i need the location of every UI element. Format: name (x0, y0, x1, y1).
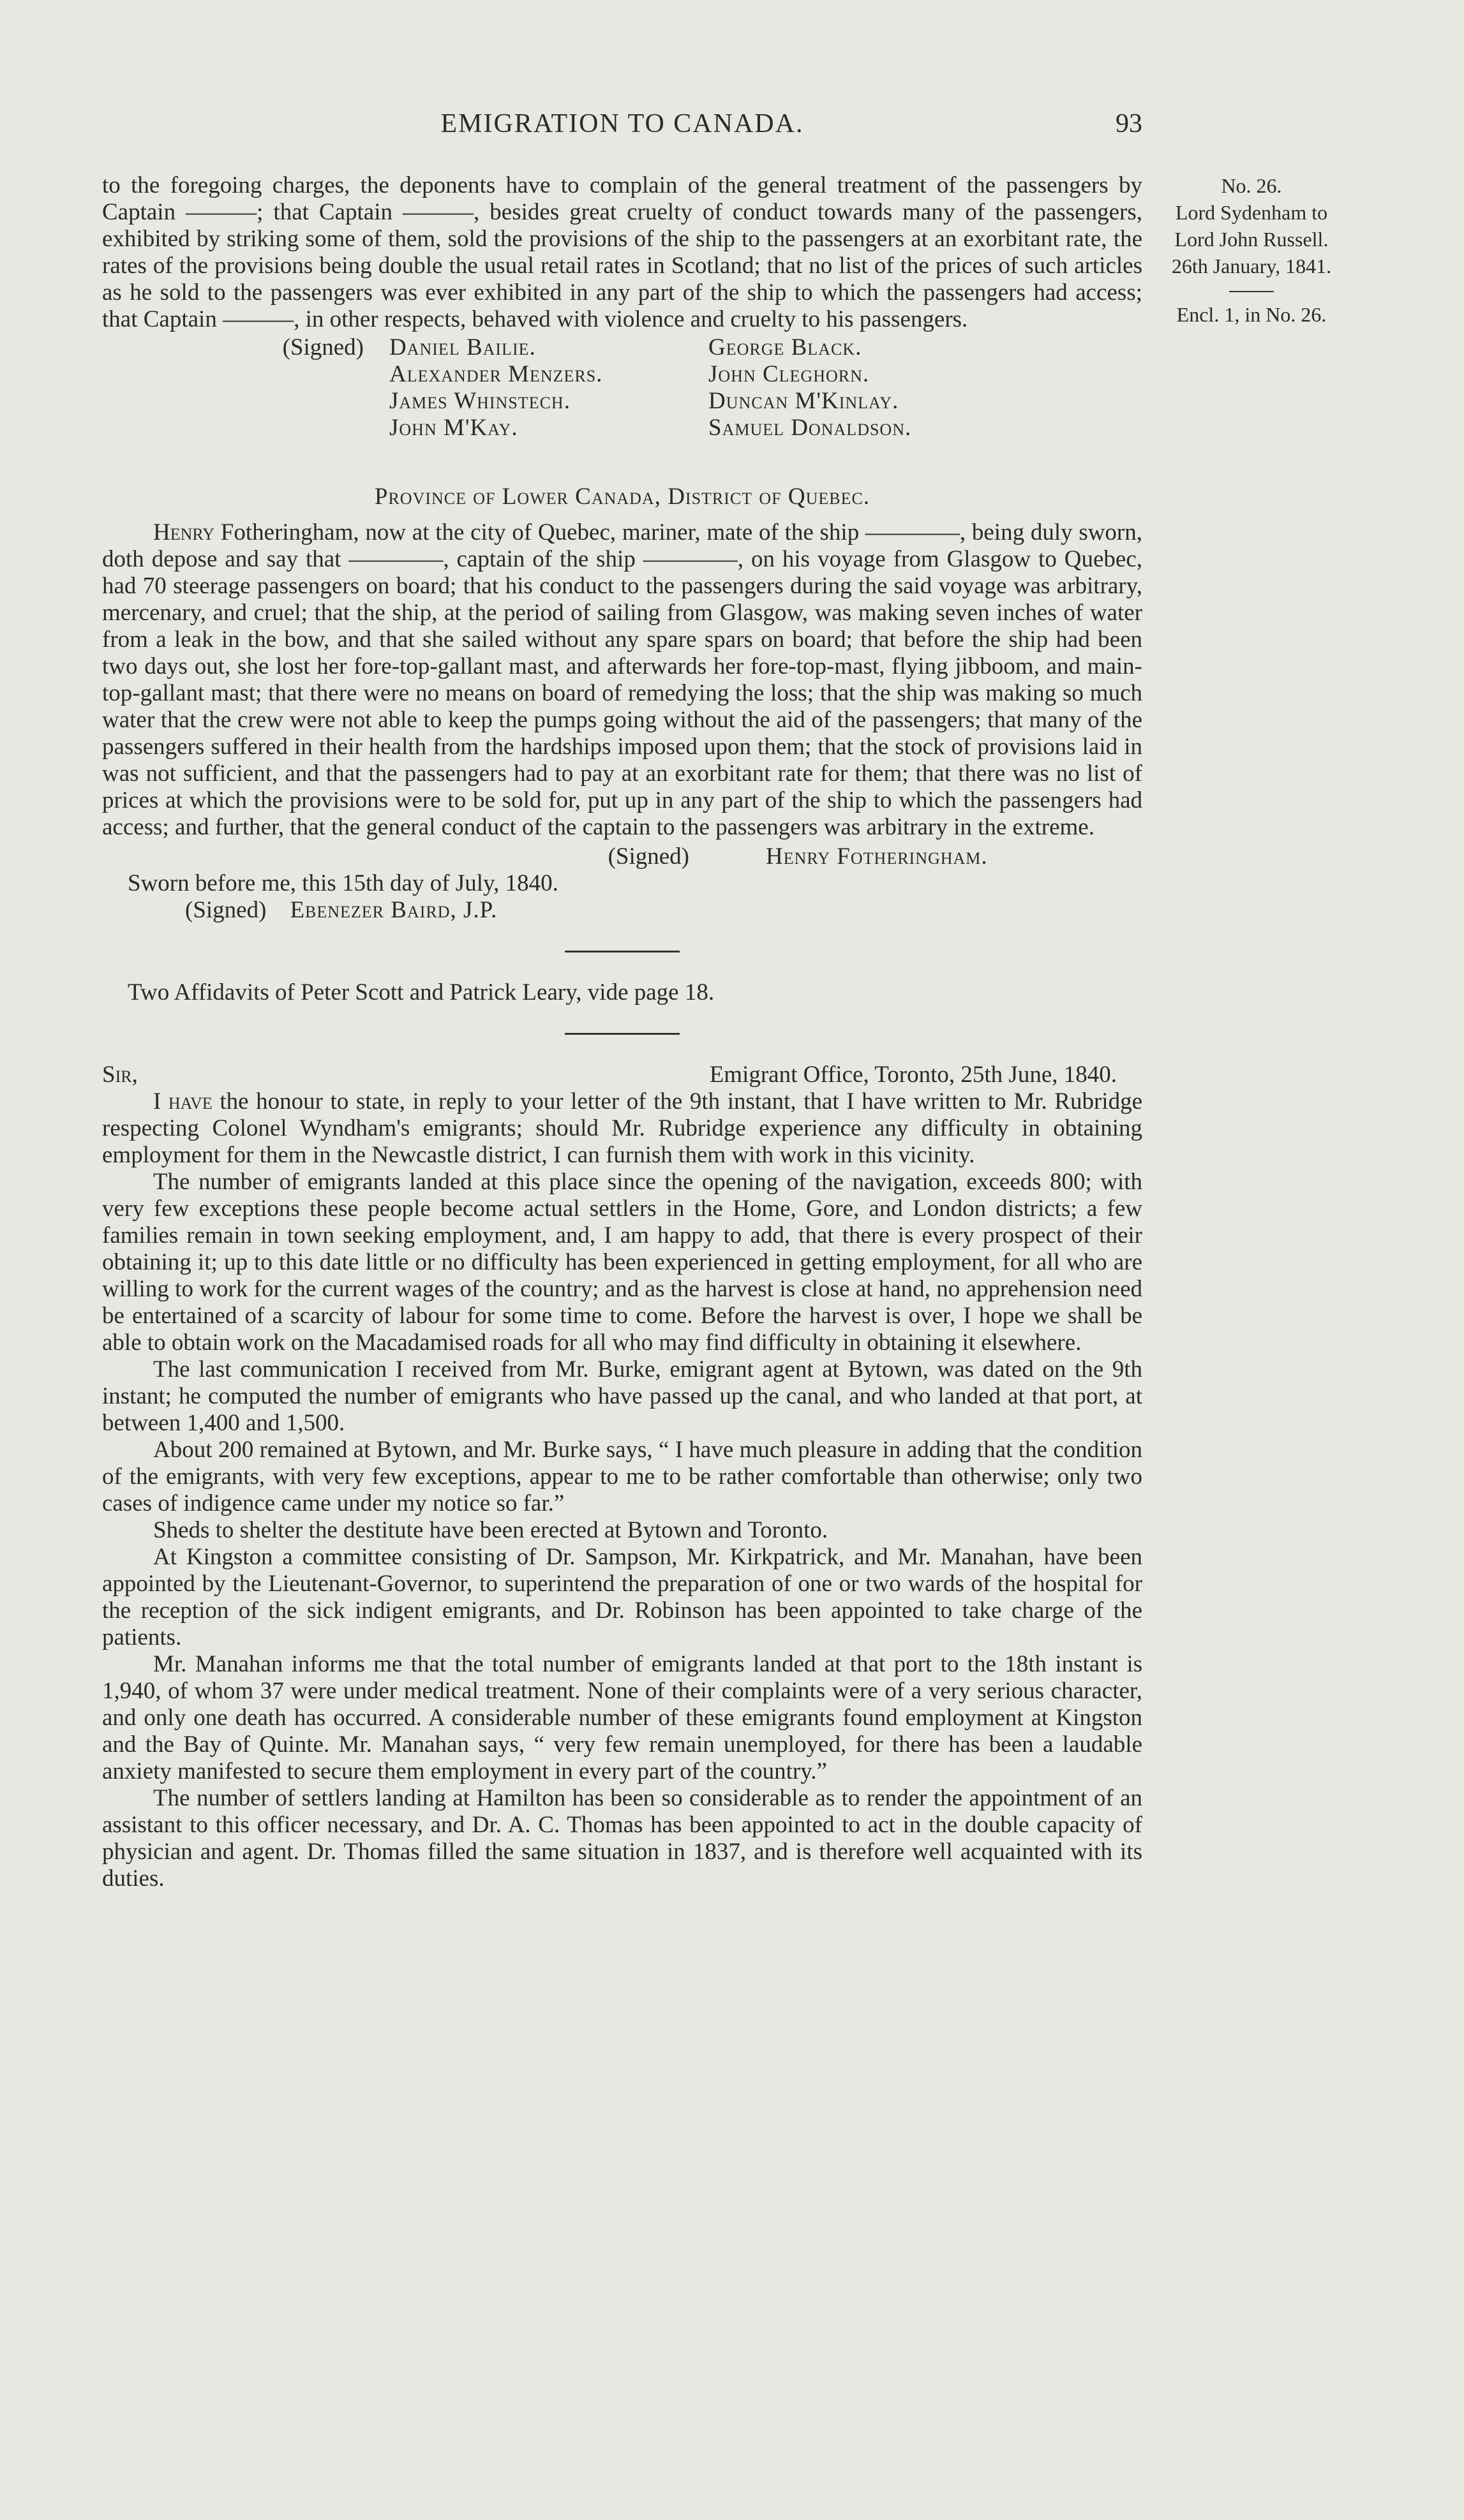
signed-label: (Signed) (608, 843, 689, 870)
margin-divider (1229, 291, 1274, 292)
letter-paragraph: The last communication I received from Mr. Burke, emigrant agent at Bytown, was dated on the 9th instant; he computed the number of emigrants who have passed up the canal, and who landed at that port, at between 1,400 and 1,500. (102, 1356, 1142, 1436)
letter-paragraph: The number of emigrants landed at this place since the opening of the navigation, exceeds 800; with very few exceptions these people become actual settlers in the Home, Gore, and London districts; a few families remain in town seeking employment, and, I am happy to add, that there is every prospect of their obtaining it; up to this date little or no difficulty has been experienced in getting employment, for all who are willing to work for the current wages of the country; and as the harvest is close at hand, no apprehension need be entertained of a scarcity of labour for some time to come. Before the harvest is over, I hope we shall be able to obtain work on the Macadamised roads for all who may find difficulty in obtaining it elsewhere. (102, 1169, 1142, 1356)
margin-note-from: Lord Sydenham to (1175, 201, 1328, 224)
section-divider (565, 1033, 680, 1035)
signatory: Samuel Donaldson. (708, 415, 912, 441)
affidavit-body: Fotheringham, now at the city of Quebec, mariner, mate of the ship ————, being duly sworn, doth depose and say that ————, captain of the ship ————, on his voyage from Glasgow to Quebec, had 70 steerage passengers on board; that his conduct to the passengers during the said voyage was arbitrary, mercenary, and cruel; that the ship, at the period of sailing from Glasgow, was making seven inches of water from a leak in the bow, and that she sailed without any spare spars on board; that before the ship had been two days out, she lost her fore-top-gallant mast, and afterwards her fore-top-mast, flying jibboom, and main-top-gallant mast; that there were no means on board of remedying the loss; that the ship was making so much water that the crew were not able to keep the pumps going without the aid of the passengers; that many of the passengers suffered in their health from the hardships imposed upon them; that the stock of provisions laid in was not sufficient, and that the passengers had to pay at an exorbitant rate for them; that there was no list of prices at which the provisions were to be sold for, put up in any part of the ship to which the passengers had access; and further, that the general conduct of the captain to the passengers was arbitrary in the extreme. (102, 519, 1143, 840)
page-number: 93 (1116, 109, 1142, 138)
signed-label: (Signed) (282, 334, 364, 360)
letter-place-date: Emigrant Office, Toronto, 25th June, 1840. (709, 1062, 1117, 1088)
signatory: George Black. (708, 334, 862, 360)
witness-line (102, 897, 1142, 924)
signatory: Duncan M'Kinlay. (708, 388, 899, 414)
affidavits-note: Two Affidavits of Peter Scott and Patrick Leary, vide page 18. (128, 979, 715, 1005)
letter-paragraph: Sheds to shelter the destitute have been erected at Bytown and Toronto. (153, 1517, 828, 1543)
complaint-paragraph: to the foregoing charges, the deponents have to complain of the general treatment of the passengers by Captain ———; that Captain ———, besides great cruelty of conduct towards many of the passengers, exhibited by striking some of them, sold the provisions of the ship to the passengers at an exorbitant rate, the rates of the provisions being double the usual retail rates in Scotland; that no list of the prices of such articles as he sold to the passengers was ever exhibited in any part of the ship to which the passengers had access; that Captain ———, in other respects, behaved with violence and cruelty to his passengers. (102, 172, 1142, 332)
letter-paragraph: Mr. Manahan informs me that the total number of emigrants landed at that port to the 18th instant is 1,940, of whom 37 were under medical treatment. None of their complaints were of a very serious character, and only one death has occurred. A considerable number of these emigrants found employment at Kingston and the Bay of Quinte. Mr. Manahan says, “ very few remain unemployed, for there has been a laudable anxiety manifested to secure them employment in every part of the country.” (102, 1651, 1142, 1784)
letter-paragraph: At Kingston a committee consisting of Dr. Sampson, Mr. Kirkpatrick, and Mr. Manahan, have been appointed by the Lieutenant-Governor, to superintend the preparation of one or two wards of the hospital for the reception of the sick indigent emigrants, and Dr. Robinson has been appointed to take charge of the patients. (102, 1544, 1142, 1650)
witness-name: Ebenezer Baird, J.P. (290, 897, 498, 923)
margin-note-number: No. 26. (1221, 174, 1282, 197)
signatory: John M'Kay. (389, 415, 518, 441)
witness-label: (Signed) (185, 897, 267, 923)
section-divider (565, 951, 680, 952)
signatory: Daniel Bailie. (389, 334, 536, 360)
margin-notes (1153, 172, 1350, 328)
margin-note-date: 26th January, 1841. (1171, 255, 1332, 278)
signatory: John Cleghorn. (708, 361, 870, 387)
sworn-line: Sworn before me, this 15th day of July, 1840. (128, 870, 558, 896)
signatory: Alexander Menzers. (389, 361, 603, 387)
running-title: EMIGRATION TO CANADA. (440, 109, 804, 138)
letter-opening: I have (153, 1088, 213, 1115)
affidavit-paragraph (102, 519, 1142, 841)
complaint-signatures (102, 334, 1142, 441)
affidavit-signature (102, 843, 1142, 870)
main-text (102, 172, 1142, 1892)
letter-header (102, 1062, 1142, 1088)
margin-note-recipient: Lord John Russell. (1174, 228, 1329, 251)
running-header (102, 108, 1142, 147)
letter-paragraph: The number of settlers landing at Hamilton has been so considerable as to render the appointment of an assistant to this officer necessary, and Dr. A. C. Thomas has been appointed to act in the double capacity of physician and agent. Dr. Thomas filled the same situation in 1837, and is therefore well acquainted with its duties. (102, 1785, 1142, 1892)
deponent-signature: Henry Fotheringham. (766, 843, 988, 870)
signatories-right (708, 334, 1027, 441)
signatory: James Whinstech. (389, 388, 571, 414)
affidavit-heading: Province of Lower Canada, District of Quebec. (374, 484, 870, 510)
letter-salutation: Sir, (102, 1062, 138, 1088)
letter-paragraph: About 200 remained at Bytown, and Mr. Burke says, “ I have much pleasure in adding that the condition of the emigrants, with very few exceptions, appear to me to be rather comfortable than otherwise; only two cases of indigence came under my notice so far.” (102, 1437, 1142, 1516)
signatories-left (389, 334, 708, 441)
margin-note-enclosure: Encl. 1, in No. 26. (1176, 303, 1327, 326)
letter-paragraph: I have the honour to state, in reply to your letter of the 9th instant, that I have written to Mr. Rubridge respecting Colonel Wyndham's emigrants; should Mr. Rubridge experience any difficulty in obtaining employment for them in the Newcastle district, I can furnish them with work in this vicinity. (102, 1088, 1143, 1168)
deponent-firstname: Henry (153, 519, 215, 545)
